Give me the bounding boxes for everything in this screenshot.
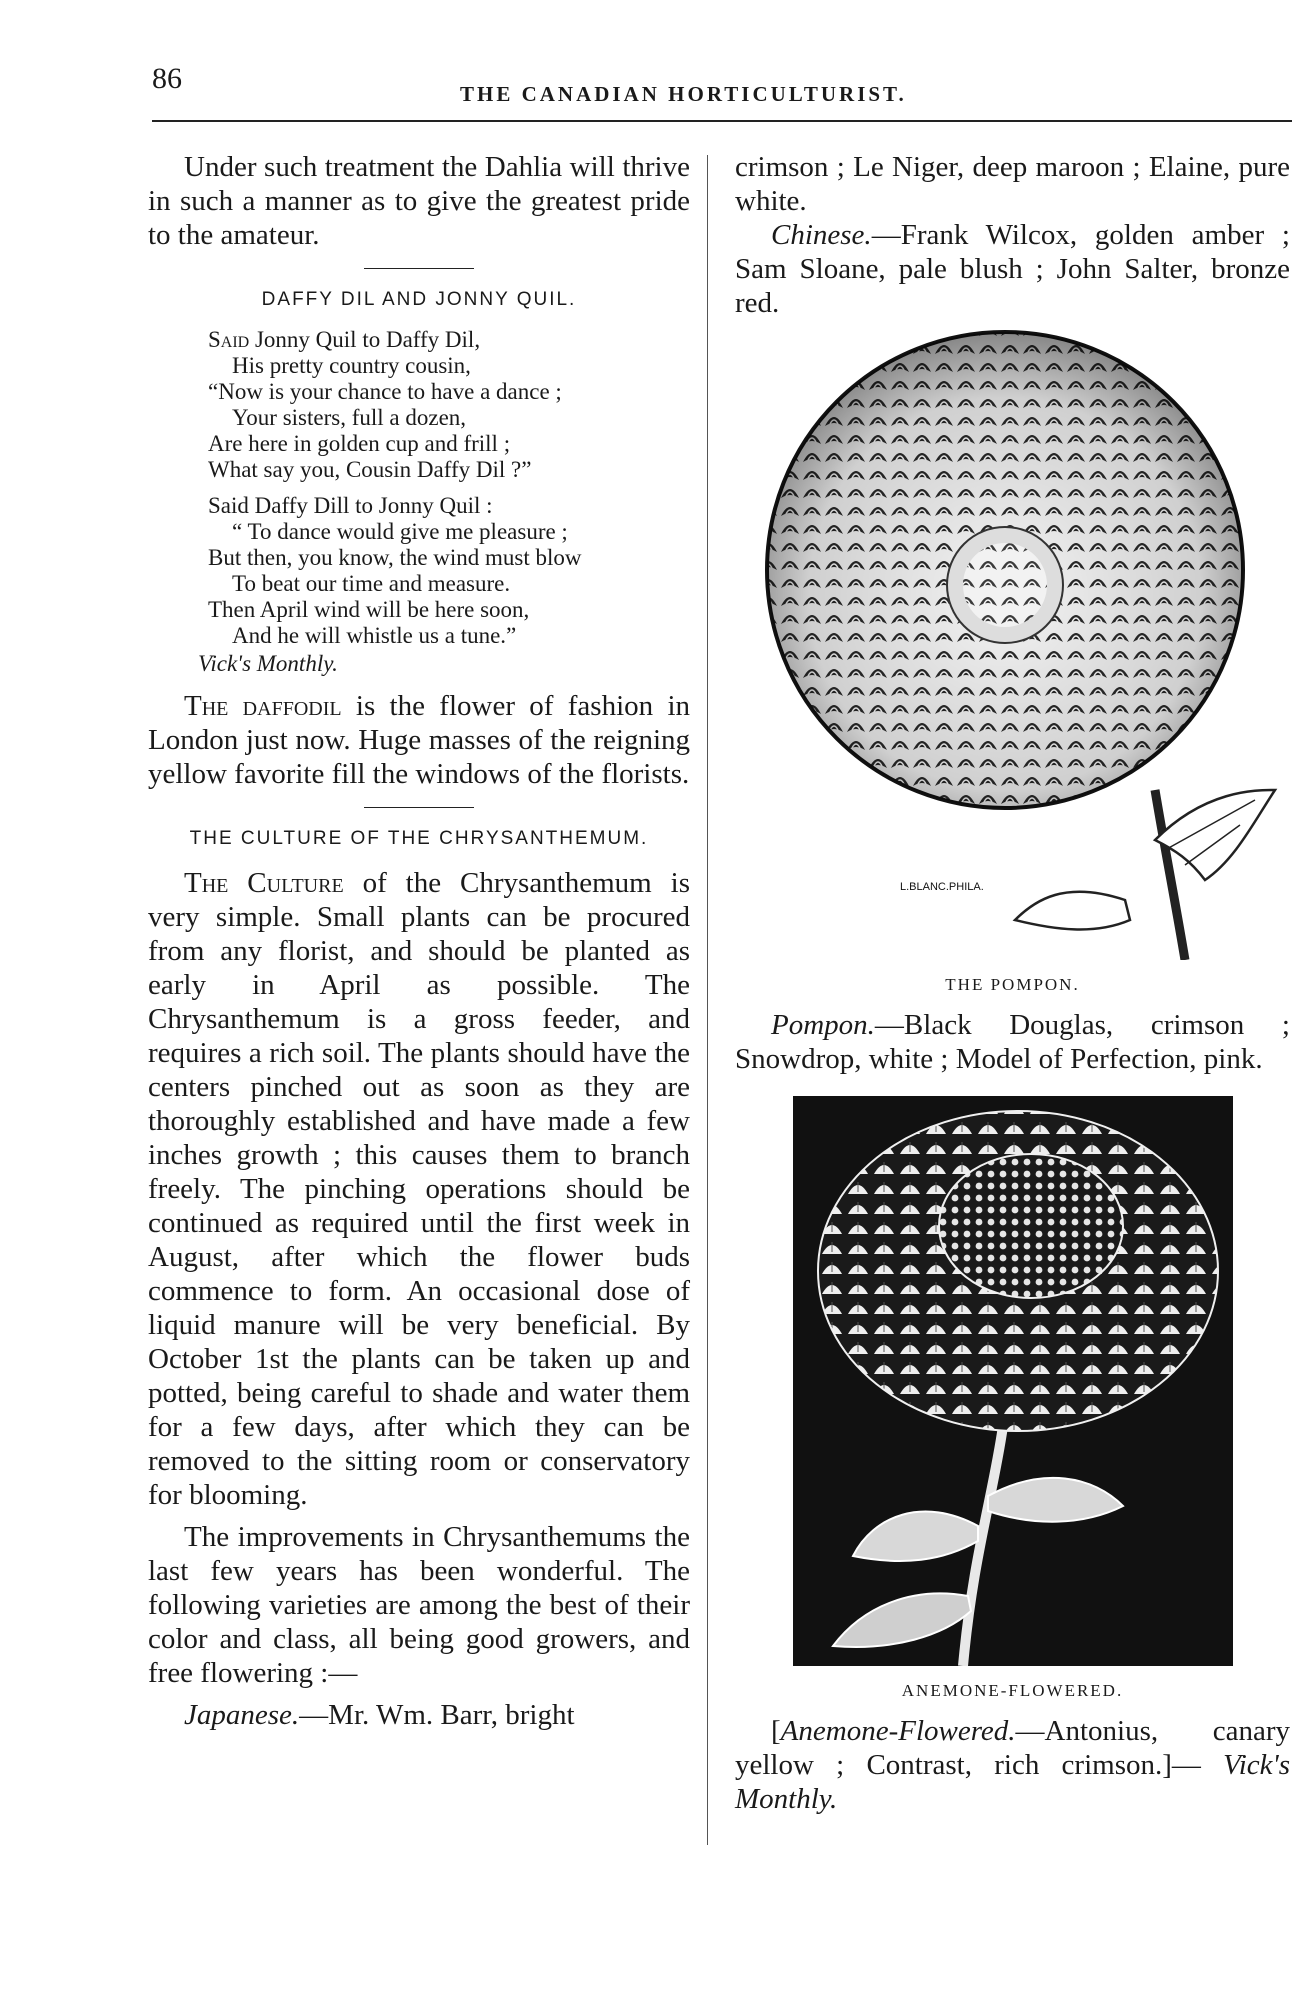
daffodil-paragraph [148,689,690,791]
chinese-label: Chinese. [771,219,872,251]
poem [198,327,690,677]
page-number: 86 [152,62,182,95]
culture-lead: The Culture [184,867,344,899]
improvements-paragraph: The improvements in Chrysanthemums the last few years has been wonderful. The following varieties are among the best of their color and class, all being good growers, and free flowering :— [148,1521,690,1689]
section-rule [364,268,474,269]
daffodil-text: is the flower of fashion in London just now. Huge masses of the reigning yellow favorite fill the windows of the florists. [148,690,690,790]
poem-line: Then April wind will be here soon, [208,597,530,622]
section-rule [364,807,474,808]
daffodil-lead: The daffodil [184,690,342,722]
poem-line: Said Daffy Dill to Jonny Quil : [208,493,493,518]
pompon-illustration [735,320,1290,960]
poem-line: “ To dance would give me pleasure ; [232,519,568,544]
pompon-label: Pompon. [771,1009,875,1041]
culture-paragraph [148,866,690,1512]
culture-text: of the Chrysanthemum is very simple. Small plants can be procured from any florist, and should be planted as early in April as possible. The Chrysanthemum is a gross feeder, and requires a rich soil. The plants should have the centers pinched out as soon as they are thoroughly established and have made a few inches growth ; this causes them to branch freely. The pinching operations should be continued as required until the first week in August, after which the flower buds commence to form. An occasional dose of liquid manure will be very beneficial. By October 1st the plants can be taken up and potted, being careful to shade and water them for a few days, after which they can be removed to the sitting room or conservatory for blooming. [148,867,690,1511]
anemone-label: Anemone-Flowered. [780,1715,1016,1747]
right-column [735,150,1290,1816]
anemone-illustration [793,1096,1233,1666]
poem-line: His pretty country cousin, [232,353,471,378]
poem-line: To beat our time and measure. [232,571,511,596]
poem-line [208,327,690,353]
japanese-label: Japanese. [184,1699,300,1731]
left-column [148,150,690,1732]
poem-line: But then, you know, the wind must blow [208,545,582,570]
poem-line-text: Jonny Quil to Daffy Dil, [249,327,481,352]
poem-title: DAFFY DIL AND JONNY QUIL. [261,289,577,310]
engraver-credit: L.BLANC.PHILA. [900,881,984,893]
running-title: THE CANADIAN HORTICULTURIST. [460,82,907,106]
poem-source: Vick's Monthly. [198,651,338,676]
poem-initial: Said [208,327,250,352]
japanese-text: —Mr. Wm. Barr, bright [299,1699,575,1731]
chinese-text: —Frank Wilcox, golden amber ; Sam Sloane, pale blush ; John Salter, bronze red. [735,219,1290,319]
header-rule [152,120,1292,122]
japanese-paragraph [148,1698,690,1732]
anemone-caption: ANEMONE-FLOWERED. [901,1681,1124,1700]
anemone-paragraph [735,1714,1290,1816]
poem-line: Are here in golden cup and frill ; [208,431,511,456]
culture-heading: THE CULTURE OF THE CHRYSANTHEMUM. [189,828,649,849]
bracket-open: [ [771,1715,781,1747]
poem-line: “Now is your chance to have a dance ; [208,379,562,404]
column-divider [707,155,708,1845]
anemone-text: —Antonius, canary yellow ; Contrast, rich crimson.]— [735,1715,1290,1781]
poem-line: What say you, Cousin Daffy Dil ?” [208,457,532,482]
pompon-paragraph [735,1008,1290,1076]
pompon-text: —Black Douglas, crimson ; Snowdrop, white ; Model of Perfection, pink. [735,1009,1290,1075]
poem-line: Your sisters, full a dozen, [232,405,467,430]
poem-line: And he will whistle us a tune.” [232,623,517,648]
continued-paragraph: crimson ; Le Niger, deep maroon ; Elaine, pure white. [735,151,1290,217]
dahlia-paragraph: Under such treatment the Dahlia will thrive in such a manner as to give the greatest pride to the amateur. [148,151,690,251]
pompon-caption: THE POMPON. [945,975,1080,994]
chinese-paragraph [735,218,1290,320]
anemone-source: Vick's Monthly. [735,1749,1291,1815]
